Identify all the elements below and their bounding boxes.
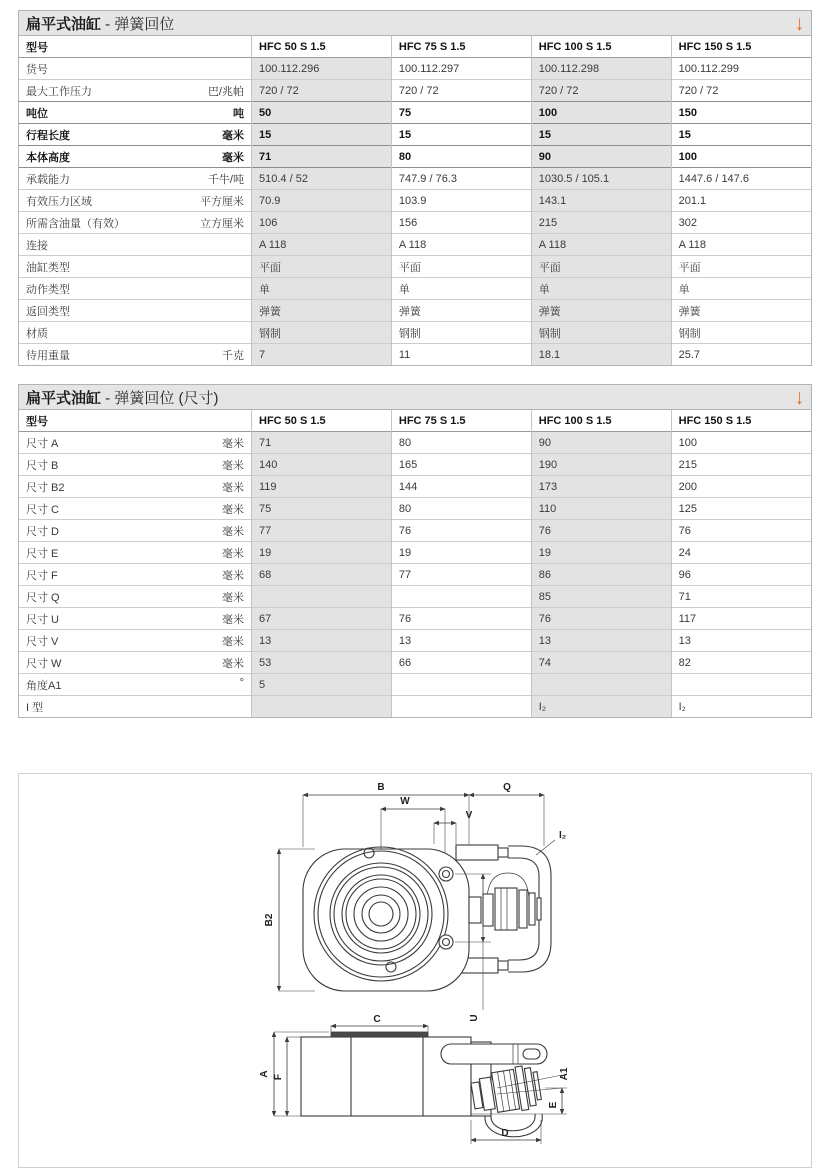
row-label: 连接: [26, 239, 48, 252]
value-cell: [671, 674, 811, 696]
value-cell: 71: [671, 586, 811, 608]
row-unit: 毫米: [222, 437, 244, 450]
table-row: [19, 476, 811, 498]
row-unit: 毫米: [222, 151, 244, 164]
value-cell: 215: [671, 454, 811, 476]
dim-label-A1: A1: [559, 1067, 570, 1081]
value-cell: 平面: [252, 256, 392, 278]
value-cell: 720 / 72: [391, 80, 531, 102]
row-unit: 平方厘米: [200, 195, 244, 208]
row-label-cell: [19, 124, 252, 146]
row-label-cell: [19, 344, 252, 366]
row-label: 尺寸 B: [26, 459, 59, 472]
table-row: [19, 146, 811, 168]
row-label: 油缸类型: [26, 261, 70, 274]
value-cell: 165: [391, 454, 531, 476]
row-label: 尺寸 Q: [26, 591, 60, 604]
value-cell: 720 / 72: [671, 80, 811, 102]
section-title-main: 扁平式油缸: [26, 15, 102, 33]
row-label: 尺寸 A: [26, 437, 59, 450]
value-cell: 15: [531, 124, 671, 146]
value-cell: 747.9 / 76.3: [391, 168, 531, 190]
table-row: [19, 212, 811, 234]
value-cell: 19: [531, 542, 671, 564]
value-cell: [252, 696, 392, 718]
table-row: [19, 168, 811, 190]
value-cell: 15: [391, 124, 531, 146]
value-cell: 510.4 / 52: [252, 168, 392, 190]
value-cell: 弹簧: [671, 300, 811, 322]
row-label-cell: [19, 674, 252, 696]
value-cell: 68: [252, 564, 392, 586]
value-cell: 100: [671, 146, 811, 168]
value-cell: 80: [391, 498, 531, 520]
value-cell: [391, 586, 531, 608]
row-label: 尺寸 E: [26, 547, 59, 560]
model-header-cell: HFC 100 S 1.5: [531, 410, 671, 432]
row-unit: °: [239, 676, 244, 689]
row-label-cell: [19, 212, 252, 234]
row-unit: 毫米: [222, 459, 244, 472]
row-label: 吨位: [26, 107, 48, 120]
value-cell: 103.9: [391, 190, 531, 212]
dim-label-I2: I₂: [559, 830, 567, 841]
value-cell: I₂: [531, 696, 671, 718]
value-cell: 钢制: [671, 322, 811, 344]
value-cell: A 118: [531, 234, 671, 256]
value-cell: 平面: [531, 256, 671, 278]
row-label: 返回类型: [26, 305, 70, 318]
model-header-cell: HFC 150 S 1.5: [671, 36, 811, 58]
value-cell: A 118: [252, 234, 392, 256]
value-cell: 19: [252, 542, 392, 564]
value-cell: 77: [252, 520, 392, 542]
value-cell: 钢制: [531, 322, 671, 344]
value-cell: 71: [252, 146, 392, 168]
value-cell: 53: [252, 652, 392, 674]
value-cell: 单: [671, 278, 811, 300]
value-cell: 弹簧: [252, 300, 392, 322]
row-unit: 吨: [233, 107, 244, 120]
value-cell: 85: [531, 586, 671, 608]
row-unit: 毫米: [222, 525, 244, 538]
dim-label-C: C: [373, 1014, 381, 1025]
row-label: I 型: [26, 701, 44, 714]
value-cell: 150: [671, 102, 811, 124]
value-cell: 24: [671, 542, 811, 564]
row-unit: 毫米: [222, 613, 244, 626]
row-label: 承载能力: [26, 173, 70, 186]
row-label: 尺寸 B2: [26, 481, 65, 494]
models-header-row: [19, 410, 811, 432]
row-label-cell: [19, 322, 252, 344]
row-label: 尺寸 V: [26, 635, 59, 648]
row-label-cell: [19, 190, 252, 212]
value-cell: 76: [531, 520, 671, 542]
row-label-cell: [19, 586, 252, 608]
row-label-cell: [19, 696, 252, 718]
value-cell: 117: [671, 608, 811, 630]
table-row: [19, 80, 811, 102]
value-cell: 钢制: [391, 322, 531, 344]
value-cell: 90: [531, 432, 671, 454]
row-label-cell: [19, 168, 252, 190]
table-row: [19, 696, 811, 718]
row-label-cell: [19, 564, 252, 586]
value-cell: 82: [671, 652, 811, 674]
dim-label-Q: Q: [503, 782, 511, 793]
row-label-cell: [19, 542, 252, 564]
value-cell: 190: [531, 454, 671, 476]
value-cell: 100.112.298: [531, 58, 671, 80]
value-cell: 215: [531, 212, 671, 234]
value-cell: 90: [531, 146, 671, 168]
table-row: [19, 564, 811, 586]
row-label: 行程长度: [26, 129, 70, 142]
value-cell: 140: [252, 454, 392, 476]
row-unit: 毫米: [222, 481, 244, 494]
value-cell: 弹簧: [391, 300, 531, 322]
value-cell: 75: [391, 102, 531, 124]
row-label: 货号: [26, 63, 48, 76]
row-unit: 巴/兆帕: [207, 85, 244, 98]
value-cell: 13: [252, 630, 392, 652]
models-header-row: [19, 36, 811, 58]
table-row: [19, 498, 811, 520]
row-unit: 毫米: [222, 657, 244, 670]
value-cell: 25.7: [671, 344, 811, 366]
row-label: 动作类型: [26, 283, 70, 296]
row-label-cell: [19, 476, 252, 498]
table-row: [19, 608, 811, 630]
dim-label-D: D: [501, 1128, 509, 1139]
row-unit: 毫米: [222, 635, 244, 648]
row-unit: 立方厘米: [200, 217, 244, 230]
dim-label-V: V: [465, 810, 473, 821]
row-label-cell: [19, 102, 252, 124]
row-label-cell: [19, 608, 252, 630]
row-label: 尺寸 W: [26, 657, 62, 670]
row-label-cell: [19, 256, 252, 278]
row-unit: 毫米: [222, 591, 244, 604]
row-label-cell: [19, 300, 252, 322]
table-row: [19, 256, 811, 278]
value-cell: A 118: [671, 234, 811, 256]
value-cell: 单: [391, 278, 531, 300]
value-cell: 173: [531, 476, 671, 498]
section-title-sub: - 弹簧回位 (尺寸): [101, 389, 219, 407]
row-label-cell: [19, 80, 252, 102]
table-row: [19, 58, 811, 80]
row-label: 尺寸 D: [26, 525, 59, 538]
table-row: [19, 652, 811, 674]
row-unit: 毫米: [222, 503, 244, 516]
model-header-cell: HFC 150 S 1.5: [671, 410, 811, 432]
row-label: 所需含油量（有效）: [26, 217, 125, 230]
value-cell: [391, 696, 531, 718]
row-label-cell: [19, 146, 252, 168]
value-cell: 119: [252, 476, 392, 498]
value-cell: 弹簧: [531, 300, 671, 322]
row-unit: 千牛/吨: [207, 173, 244, 186]
table-row: [19, 344, 811, 366]
value-cell: 143.1: [531, 190, 671, 212]
row-label-cell: [19, 652, 252, 674]
value-cell: 76: [671, 520, 811, 542]
value-cell: [391, 674, 531, 696]
value-cell: 平面: [391, 256, 531, 278]
table-row: [19, 124, 811, 146]
row-unit: 毫米: [222, 129, 244, 142]
value-cell: 74: [531, 652, 671, 674]
value-cell: 单: [252, 278, 392, 300]
dim-label-B2: B2: [264, 913, 275, 927]
value-cell: 96: [671, 564, 811, 586]
value-cell: [531, 674, 671, 696]
row-label: 待用重量: [26, 349, 70, 362]
down-arrow-icon: ↓: [795, 11, 804, 35]
dim-label-U: U: [469, 1014, 480, 1022]
dim-label-W: W: [400, 796, 410, 807]
row-label: 角度A1: [26, 679, 62, 692]
row-label-cell: [19, 630, 252, 652]
spec-table: [19, 36, 811, 365]
value-cell: 70.9: [252, 190, 392, 212]
table-row: [19, 102, 811, 124]
table-row: [19, 586, 811, 608]
table-row: [19, 542, 811, 564]
row-label-cell: [19, 278, 252, 300]
diagram-panel: [18, 773, 812, 1168]
row-label: 尺寸 C: [26, 503, 59, 516]
value-cell: 156: [391, 212, 531, 234]
value-cell: 50: [252, 102, 392, 124]
row-unit: 毫米: [222, 569, 244, 582]
value-cell: 1030.5 / 105.1: [531, 168, 671, 190]
models-header-label: 型号: [26, 41, 48, 54]
table-row: [19, 234, 811, 256]
value-cell: 125: [671, 498, 811, 520]
row-label-cell: [19, 454, 252, 476]
row-label: 最大工作压力: [26, 85, 92, 98]
row-unit: 毫米: [222, 547, 244, 560]
table-row: [19, 322, 811, 344]
row-label-cell: [19, 432, 252, 454]
value-cell: 100: [531, 102, 671, 124]
value-cell: 13: [671, 630, 811, 652]
section-title-sub: - 弹簧回位: [101, 15, 175, 33]
value-cell: 76: [391, 520, 531, 542]
row-label: 尺寸 F: [26, 569, 58, 582]
value-cell: 75: [252, 498, 392, 520]
dimensions-section-title-bar: [19, 385, 811, 410]
row-label: 有效压力区域: [26, 195, 92, 208]
spec-section-title-bar: [19, 11, 811, 36]
value-cell: 1447.6 / 147.6: [671, 168, 811, 190]
value-cell: 76: [531, 608, 671, 630]
value-cell: 66: [391, 652, 531, 674]
value-cell: 201.1: [671, 190, 811, 212]
table-row: [19, 674, 811, 696]
table-row: [19, 300, 811, 322]
value-cell: 钢制: [252, 322, 392, 344]
row-label: 本体高度: [26, 151, 70, 164]
value-cell: 720 / 72: [252, 80, 392, 102]
model-header-cell: HFC 100 S 1.5: [531, 36, 671, 58]
value-cell: 100: [671, 432, 811, 454]
value-cell: 71: [252, 432, 392, 454]
dimensions-table: [19, 410, 811, 717]
value-cell: 15: [671, 124, 811, 146]
value-cell: 13: [391, 630, 531, 652]
row-label-cell: [19, 520, 252, 542]
value-cell: 86: [531, 564, 671, 586]
dim-label-F: F: [273, 1073, 284, 1081]
section-title-main: 扁平式油缸: [26, 389, 102, 407]
dim-label-B: B: [377, 782, 385, 793]
value-cell: 100.112.296: [252, 58, 392, 80]
value-cell: I₂: [671, 696, 811, 718]
dim-label-A: A: [259, 1070, 270, 1078]
value-cell: 平面: [671, 256, 811, 278]
down-arrow-icon: ↓: [795, 385, 804, 409]
row-label-cell: [19, 234, 252, 256]
model-header-cell: HFC 50 S 1.5: [252, 36, 392, 58]
table-row: [19, 432, 811, 454]
value-cell: 302: [671, 212, 811, 234]
row-label: 尺寸 U: [26, 613, 59, 626]
table-row: [19, 630, 811, 652]
model-header-cell: HFC 75 S 1.5: [391, 410, 531, 432]
row-unit: 千克: [222, 349, 244, 362]
table-row: [19, 454, 811, 476]
value-cell: 100.112.299: [671, 58, 811, 80]
row-label-cell: [19, 498, 252, 520]
value-cell: 106: [252, 212, 392, 234]
value-cell: 110: [531, 498, 671, 520]
row-label: 材质: [26, 327, 48, 340]
value-cell: 19: [391, 542, 531, 564]
value-cell: 77: [391, 564, 531, 586]
value-cell: 15: [252, 124, 392, 146]
value-cell: 7: [252, 344, 392, 366]
value-cell: 67: [252, 608, 392, 630]
dim-label-E: E: [548, 1101, 559, 1109]
value-cell: 80: [391, 146, 531, 168]
row-label-cell: [19, 58, 252, 80]
value-cell: 11: [391, 344, 531, 366]
technical-drawing: [19, 774, 811, 1165]
models-header-label: 型号: [26, 415, 48, 428]
value-cell: 5: [252, 674, 392, 696]
value-cell: A 118: [391, 234, 531, 256]
value-cell: 144: [391, 476, 531, 498]
value-cell: 100.112.297: [391, 58, 531, 80]
table-row: [19, 520, 811, 542]
value-cell: 720 / 72: [531, 80, 671, 102]
value-cell: [252, 586, 392, 608]
value-cell: 13: [531, 630, 671, 652]
spec-section: [18, 10, 812, 366]
table-row: [19, 278, 811, 300]
model-header-cell: HFC 75 S 1.5: [391, 36, 531, 58]
value-cell: 76: [391, 608, 531, 630]
value-cell: 80: [391, 432, 531, 454]
value-cell: 单: [531, 278, 671, 300]
model-header-cell: HFC 50 S 1.5: [252, 410, 392, 432]
dimensions-section: [18, 384, 812, 718]
table-row: [19, 190, 811, 212]
value-cell: 200: [671, 476, 811, 498]
value-cell: 18.1: [531, 344, 671, 366]
